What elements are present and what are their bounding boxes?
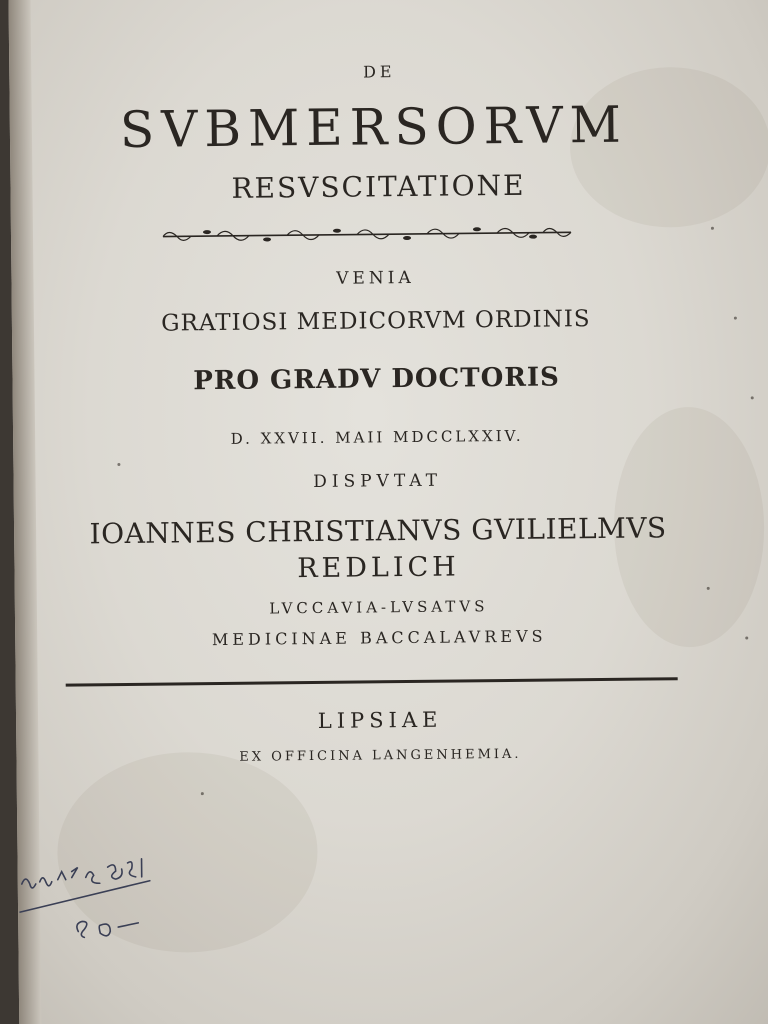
paper-speck [707, 587, 710, 590]
author-origin: LVCCAVIA-LVSATVS [269, 597, 489, 618]
paper-speck [117, 463, 120, 466]
venia-line: VENIA [336, 267, 415, 289]
paper-speck [751, 396, 754, 399]
imprint-printer: EX OFFICINA LANGENHEMIA. [239, 746, 522, 765]
degree-purpose-line: PRO GRADV DOCTORIS [193, 362, 560, 397]
paper-speck [201, 792, 204, 795]
disputat-line: DISPVTAT [313, 470, 443, 493]
subtitle: RESVSCITATIONE [231, 168, 526, 205]
title-prefix: DE [362, 62, 396, 82]
imprint-place: LIPSIAE [317, 707, 443, 733]
author-surname: REDLICH [297, 551, 460, 585]
author-given-names: IOANNES CHRISTIANVS GVILIELMVS [89, 511, 667, 551]
title-page [8, 0, 768, 1024]
faculty-line: GRATIOSI MEDICORVM ORDINIS [161, 306, 591, 337]
author-degree: MEDICINAE BACCALAVREVS [211, 626, 547, 650]
decorative-vine-ornament [157, 222, 577, 246]
paper-speck [711, 227, 714, 230]
main-title: SVBMERSORVM [119, 95, 629, 160]
date-line: D. XXVII. MAII MDCCLXXIV. [230, 426, 524, 448]
horizontal-rule [66, 677, 678, 686]
handwritten-shelf-mark [17, 852, 178, 974]
